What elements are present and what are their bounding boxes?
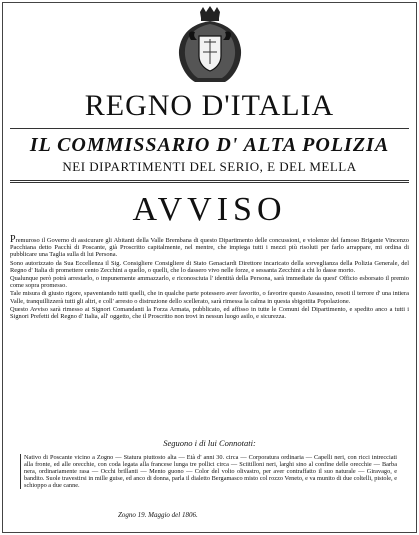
royal-crest-emblem: [173, 6, 247, 84]
paragraph: Premuroso il Governo di assicurare gli Abitanti della Valle Brembana di questo Dipartimento delle concussioni, e violenze del famoso Brigante Vincenzo Pacchiana detto Pacchì di Poscante, già Proscritto capitalmente, nel mentre, che impiega tutti i mezzi più risoluti per farlo arrappare, mi ordina di pubblicare una Taglia sulla di lui Persona.: [10, 234, 409, 259]
paragraph: Qualunque però potrà arrestarlo, o impunemente ammazzarlo, e riconosciuta l' identità della Persona, sarà immediate da quest' Officio esborsato il premio come sopra promesso.: [10, 275, 409, 290]
kingdom-title: REGNO D'ITALIA: [84, 89, 335, 122]
paragraph: Tale misura di giusto rigore, spaventando tutti quelli, che in qualche parte potessero aver favorito, o favorire questo Assassino, resoti il terrore d' una intiera Valle, tranquillizzerà tutti gli altri, e coll' arresto o distruzione dello scellerato, sarà rimessa la calma in questa sbigottita Popolazione.: [10, 290, 409, 305]
commissioner-title: IL COMMISSARIO D' ALTA POLIZIA: [29, 134, 390, 156]
departments-subtitle: NEI DIPARTIMENTI DEL SERIO, E DEL MELLA: [62, 159, 357, 174]
double-divider-line: [10, 180, 409, 183]
paragraph: Sono autorizzato da Sua Eccellenza il Sig. Consigliere Consigliere di Stato Genaciardi Direttore incaricato della sorveglianza della Polizia Generale, del Regno d' Italia di promettere cento Zecchini a quello, o quelli, che lo dassero vivo nelle forze, e sessanta Zecchini a chi lo dasse morto.: [10, 259, 409, 274]
description-heading: Seguono i di lui Connotati:: [163, 438, 256, 448]
notice-body: [10, 236, 409, 321]
date-line: Zogno 19. Maggio del 1806.: [118, 511, 198, 519]
physical-description: Nativo di Poscante vicino a Zogno — Statura piuttosto alta — Età d' anni 30. circa — Corporatura ordinaria — Capelli neri, con ricci intrecciati alla fronte, ed alle orecchie, con coda legata alla francese lunga tre pollici circa — Sciitilloni neri, larghi sino al confine delle orecchie — Barba nera, ordinariamente rasa — Occhi brillanti — Mento guono — Color del volto olivastro, per aver contraffatto il suo naturale — Giravago, e bandito. Suole travestirsi in mille guise, ed anco di donna, parla il dialetto Bergamasco misto col rozzo Veneto, e va munito di due coltelli, pistole, e schioppo a due canne.: [20, 454, 397, 489]
divider-line: [10, 128, 409, 129]
paragraph: Questo Avviso sarà rimesso ai Signori Comandanti la Forza Armata, pubblicato, ed affisso in tutte le Comuni del Dipartimento, e spedito anco a tutti i Signori Prefetti del Regno d' Italia, all' oggetto, che il Proscritto non trovi in nessun luogo asilo, e sicurezza.: [10, 305, 409, 321]
notice-heading: AVVISO: [132, 191, 287, 228]
